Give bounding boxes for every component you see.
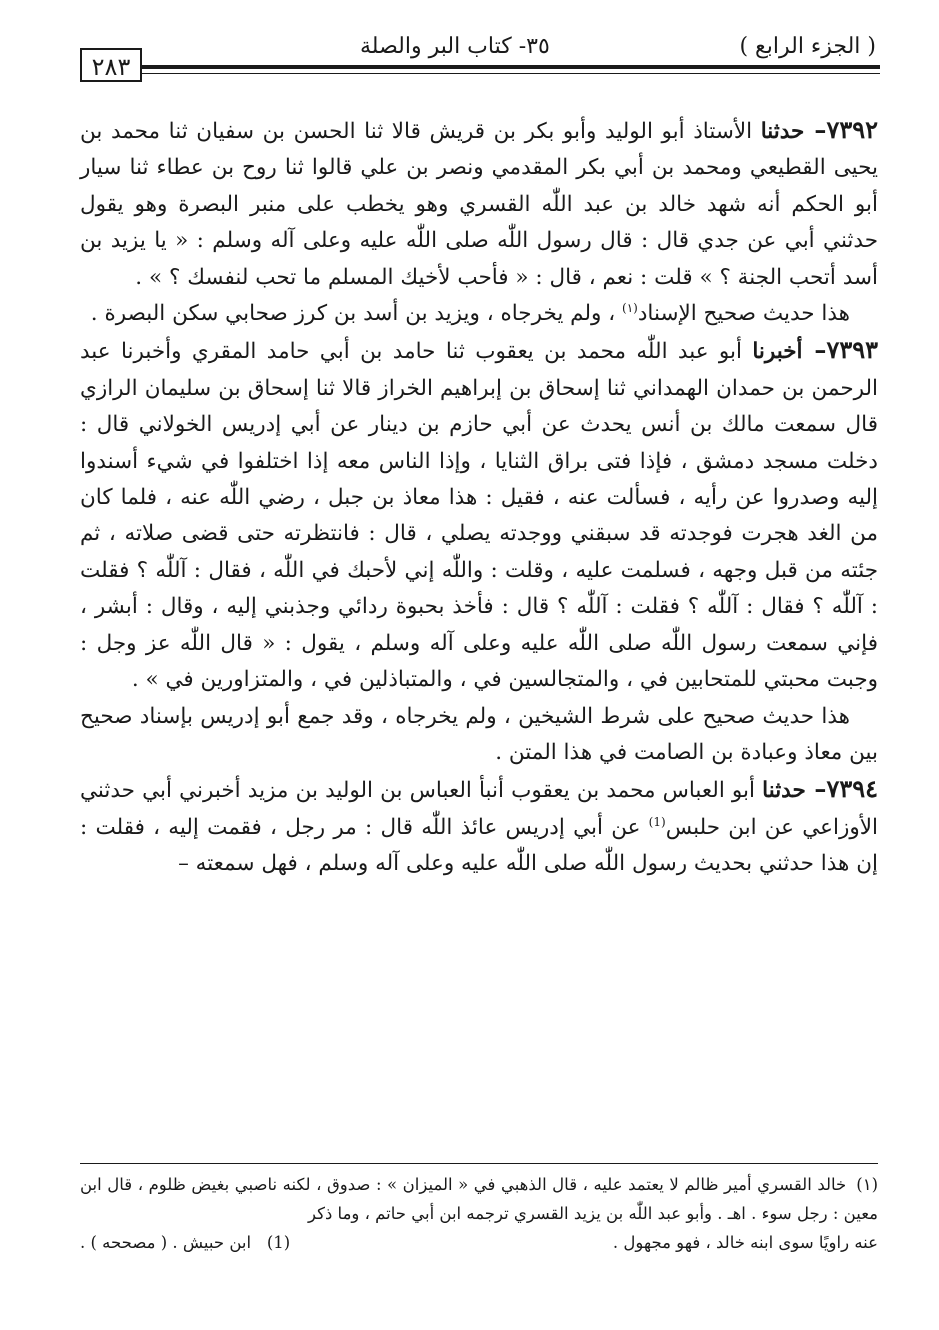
hadith-commentary: هذا حديث صحيح الإسناد$^{(١)}$ ، ولم يخرجاه ، ويزيد بن أسد بن كرز صحابي سكن البصرة .	[90, 300, 850, 327]
footnote-label: (١)	[856, 1175, 878, 1194]
hadith-number: ٧٣٩٤	[826, 774, 878, 804]
footnote-last-line	[80, 1228, 878, 1257]
footnote-1-tail: عنه راويًا سوى ابنه خالد ، فهو مجهول .	[612, 1233, 878, 1252]
footnotes	[80, 1170, 878, 1257]
footnote-rule	[80, 1163, 878, 1164]
header-rule-thin	[142, 73, 880, 74]
hadith-7394: ٧٣٩٤– حدثنا أبو العباس محمد بن يعقوب أنبأ العباس بن الوليد بن مزيد أخبرني أبي حدثني الأوزاعي عن ابن حلبس$^{(1)}$ عن أبي إدريس عائذ اللّٰه قال : مر رجل ، فقمت إليه ، فقلت : إن هذا حدثني بحديث رسول اللّٰه صلى اللّٰه عليه وعلى آله وسلم ، فهل سمعته –	[80, 774, 878, 877]
chapter-title: ٣٥- كتاب البر والصلة	[360, 34, 550, 59]
footnote-ref: (١)	[622, 300, 638, 315]
footnote-ref: (1)	[648, 814, 666, 829]
hadith-7392: ٧٣٩٢– حدثنا الأستاذ أبو الوليد وأبو بكر بن قريش قالا ثنا الحسن بن سفيان ثنا محمد بن يحيى القطيعي ومحمد بن أبي بكر المقدمي ونصر بن علي قالوا ثنا روح بن عطاء ثنا سيار أبو الحكم أنه شهد خالد بن عبد اللّٰه القسري وهو يخطب على منبر البصرة وهو يقول حدثني أبي عن جدي قال : قال رسول اللّٰه صلى اللّٰه عليه وعلى آله وسلم : « يا يزيد بن أسد أتحب الجنة ؟ » قلت : نعم ، قال : « فأحب لأخيك المسلم ما تحب لنفسك ؟ » .	[80, 115, 878, 290]
main-text	[80, 112, 878, 883]
hadith-lead: أخبرنا	[752, 339, 803, 365]
page-header	[80, 28, 880, 88]
volume-title: ( الجزء الرابع )	[739, 34, 876, 59]
footnote-1: (١)خالد القسري أمير ظالم لا يعتمد عليه ، قال الذهبي في « الميزان » : صدوق ، لكنه ناصبي بغيض ظلوم ، قال ابن معين : رجل سوء . اهـ . وأبو عبد اللّٰه بن يزيد القسري ترجمه ابن أبي حاتم ، وما ذكر	[80, 1170, 878, 1228]
hadith-number: ٧٣٩٣	[826, 335, 878, 365]
hadith-commentary: هذا حديث صحيح على شرط الشيخين ، ولم يخرجاه ، وقد جمع أبو إدريس بإسناد صحيح بين معاذ وعبادة بن الصامت في هذا المتن .	[80, 703, 878, 765]
hadith-text: أبو عبد اللّٰه محمد بن يعقوب ثنا حامد بن أبي حامد المقري وأخبرنا عبد الرحمن بن حمدان الهمداني ثنا إسحاق بن إبراهيم الخراز قالا ثنا إسحاق بن سليمان الرازي قال سمعت مالك بن أنس يحدث عن أبي حازم بن دينار عن أبي إدريس الخولاني قال : دخلت مسجد دمشق ، فإذا فتى براق الثنايا ، وإذا الناس معه إذا اختلفوا في شيء أسندوا إليه وصدروا عن رأيه ، فسألت عنه ، فقيل : هذا معاذ بن جبل ، رضي اللّٰه عنه ، فلما كان من الغد هجرت فوجدته قد سبقني ووجدته يصلي ، قال : فانتظرته حتى قضى صلاته ، ثم جئته من قبل وجهه ، فسلمت عليه ، وقلت : واللّٰه إني لأحبك في اللّٰه ، فقال : آللّٰه ؟ فقلت : آللّٰه ؟ فقال : آللّٰه ؟ فقلت : آللّٰه ؟ قال : فأخذ بحبوة ردائي وجذبني إليه ، وقال : أبشر ، فإني سمعت رسول اللّٰه صلى اللّٰه عليه وعلى آله وسلم ، يقول : « قال اللّٰه عز وجل : وجبت محبتي للمتحابين في ، والمتجالسين في ، والمتباذلين في ، والمتزاورين في » .	[80, 339, 878, 693]
hadith-lead: حدثنا	[762, 778, 806, 804]
hadith-lead: حدثنا	[760, 119, 805, 144]
page-number: ٢٨٣	[80, 48, 142, 82]
hadith-7393: ٧٣٩٣– أخبرنا أبو عبد اللّٰه محمد بن يعقوب ثنا حامد بن أبي حامد المقري وأخبرنا عبد الرحمن بن حمدان الهمداني ثنا إسحاق بن إبراهيم الخراز قالا ثنا إسحاق بن سليمان الرازي قال سمعت مالك بن أنس يحدث عن أبي حازم بن دينار عن أبي إدريس الخولاني قال : دخلت مسجد دمشق ، فإذا فتى براق الثنايا ، وإذا الناس معه إذا اختلفوا في شيء أسندوا إليه وصدروا عن رأيه ، فسألت عنه ، فقيل : هذا معاذ بن جبل ، رضي اللّٰه عنه ، فلما كان من الغد هجرت فوجدته قد سبقني ووجدته يصلي ، قال : فانتظرته حتى قضى صلاته ، ثم جئته من قبل وجهه ، فسلمت عليه ، وقلت : واللّٰه إني لأحبك في اللّٰه ، فقال : آللّٰه ؟ فقلت : آللّٰه ؟ فقال : آللّٰه ؟ فقلت : آللّٰه ؟ قال : فأخذ بحبوة ردائي وجذبني إليه ، وقال : أبشر ، فإني سمعت رسول اللّٰه صلى اللّٰه عليه وعلى آله وسلم ، يقول : « قال اللّٰه عز وجل : وجبت محبتي للمتحابين في ، والمتجالسين في ، والمتباذلين في ، والمتزاورين في » .	[80, 335, 878, 693]
footnote-2: (1) ابن حبيش . ( مصححه ) .	[80, 1233, 291, 1252]
hadith-text: الأستاذ أبو الوليد وأبو بكر بن قريش قالا ثنا الحسن بن سفيان ثنا محمد بن يحيى القطيعي ومحمد بن أبي بكر المقدمي ونصر بن علي قالوا ثنا روح بن عطاء ثنا سيار أبو الحكم أنه شهد خالد بن عبد اللّٰه القسري وهو يخطب على منبر البصرة وهو يقول حدثني أبي عن جدي قال : قال رسول اللّٰه صلى اللّٰه عليه وعلى آله وسلم : « يا يزيد بن أسد أتحب الجنة ؟ » قلت : نعم ، قال : « فأحب لأخيك المسلم ما تحب لنفسك ؟ » .	[80, 119, 878, 290]
header-rule-thick	[142, 65, 880, 69]
hadith-number: ٧٣٩٢	[826, 115, 878, 144]
